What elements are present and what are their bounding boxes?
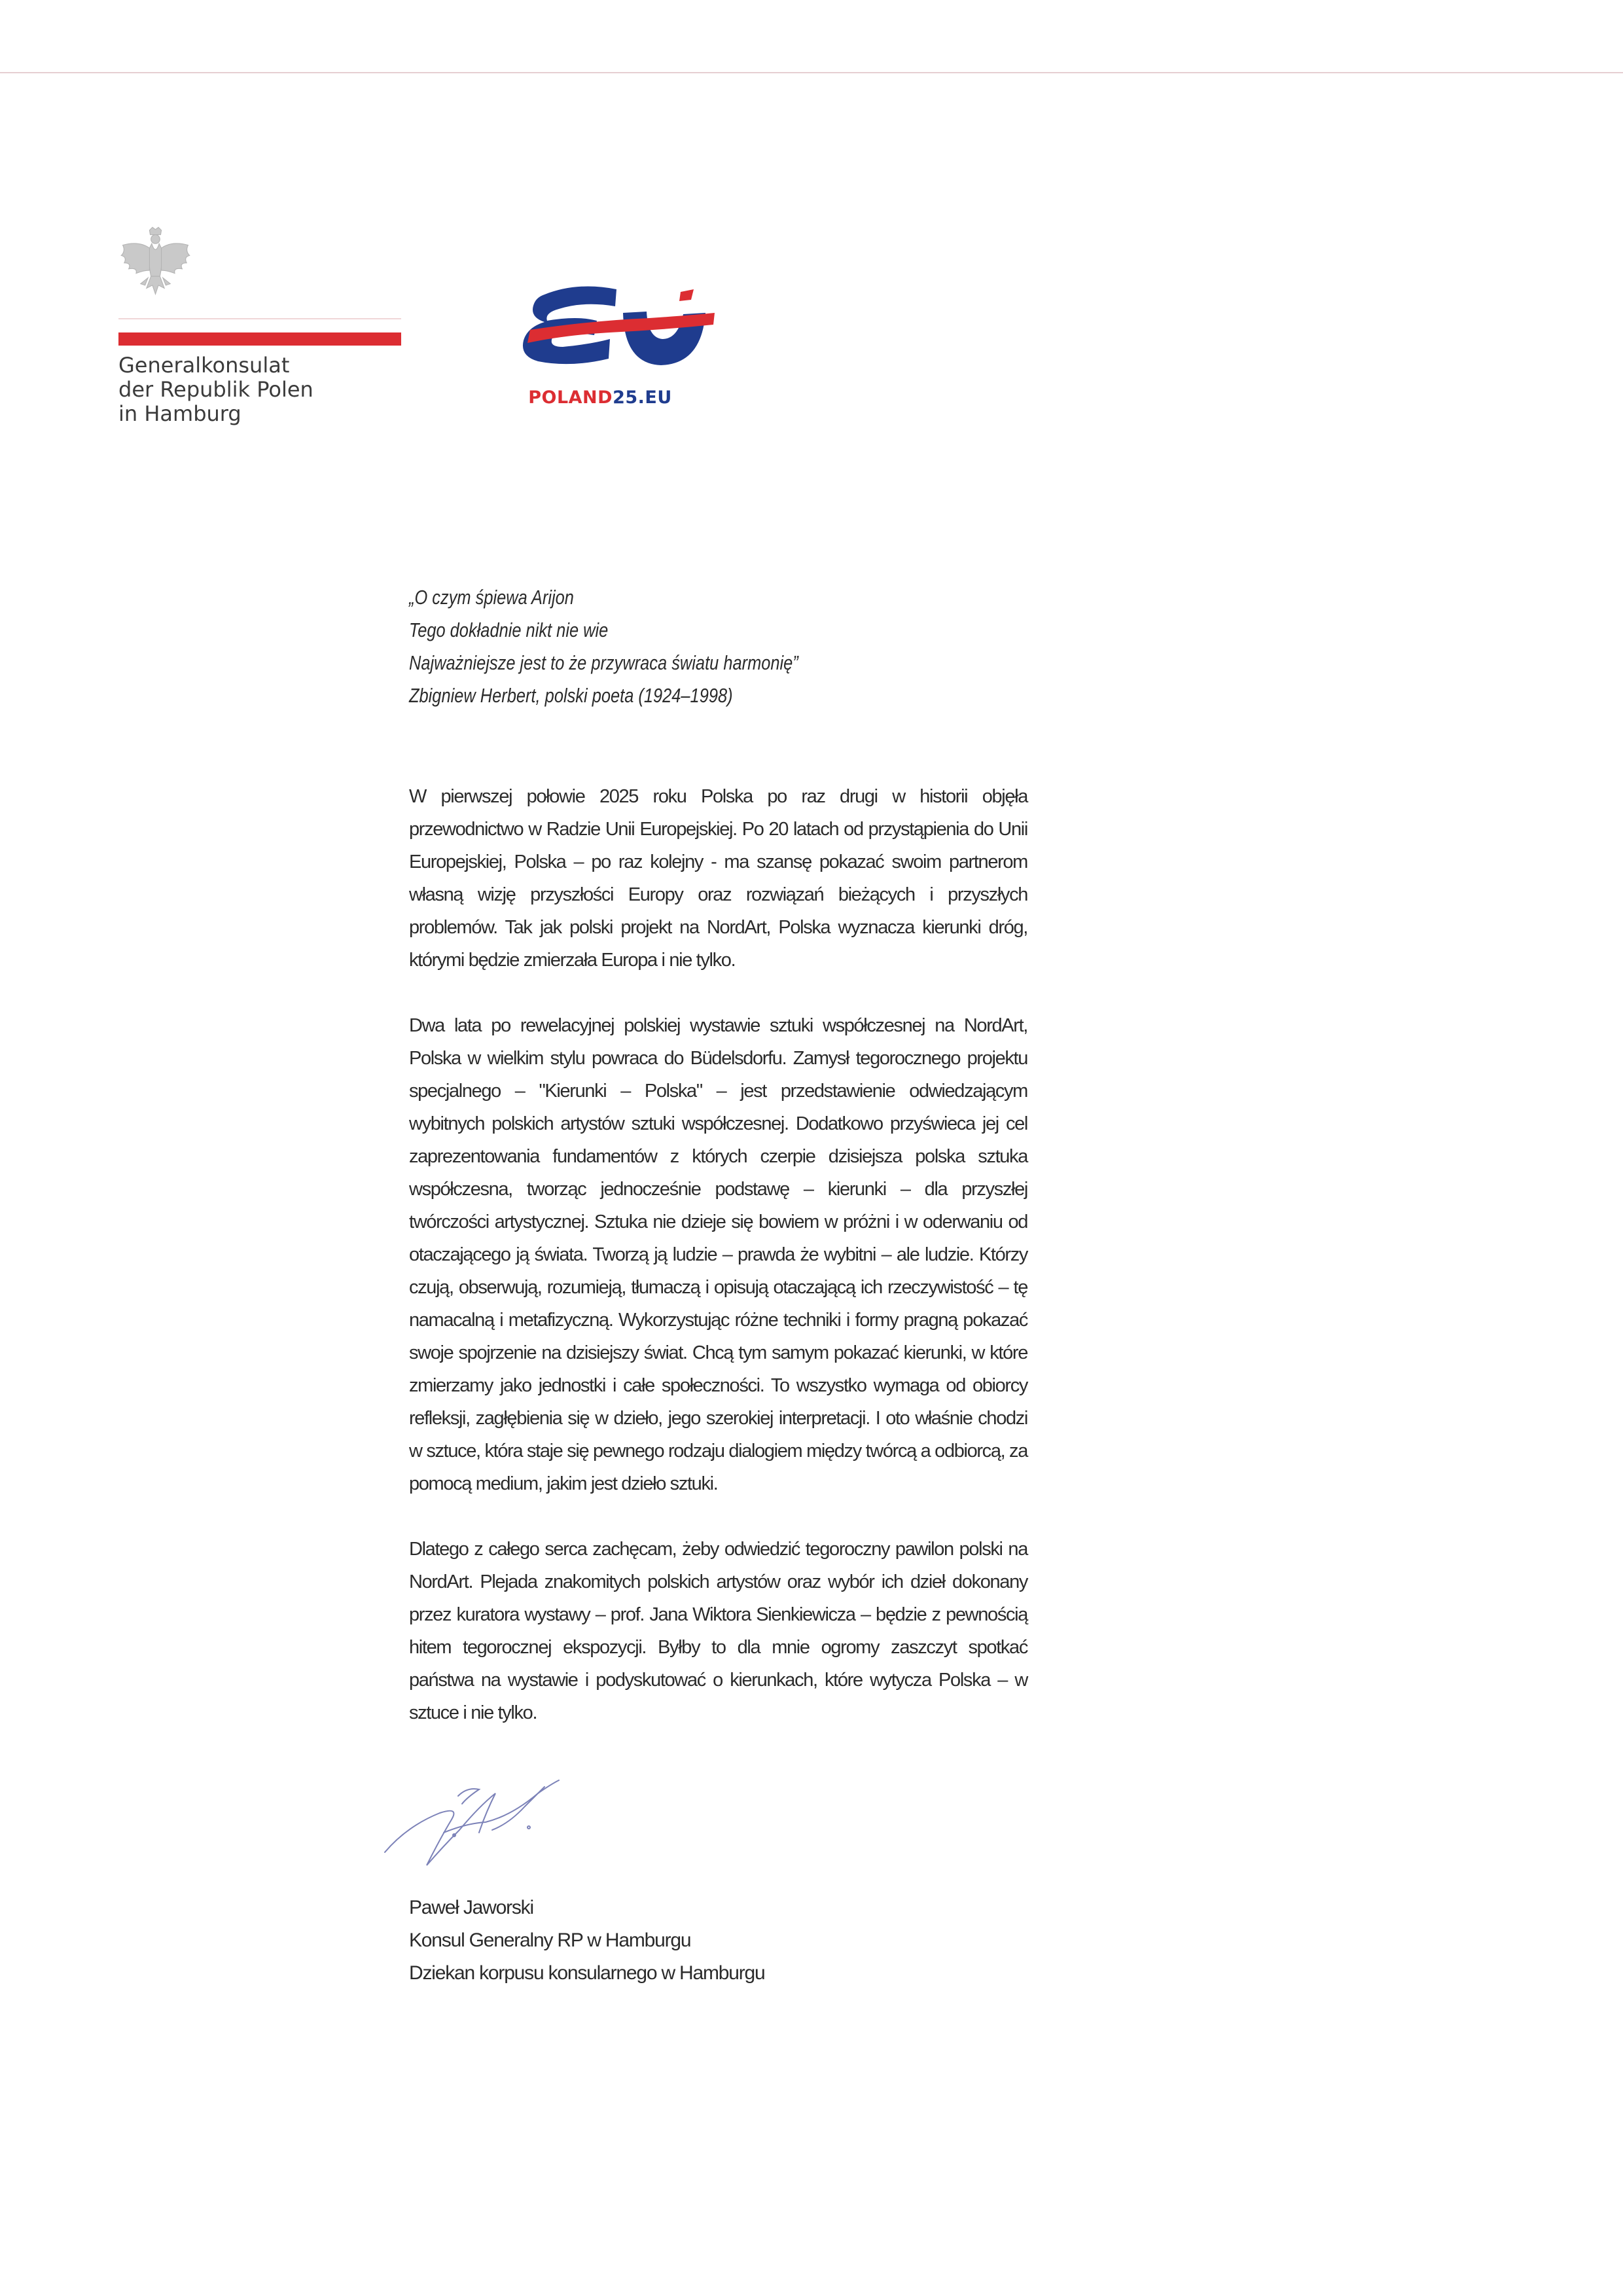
consulate-name [118,353,313,426]
signer-block [409,1892,765,1990]
poland25-eu-logo-icon [518,275,718,373]
signer-name: Paweł Jaworski [409,1897,533,1918]
poland25-eu-logo [518,275,718,408]
consulate-line: in Hamburg [118,401,241,426]
consulate-line: der Republik Polen [118,377,313,402]
quote-attribution: Zbigniew Herbert, polski poeta (1924–1998) [409,684,733,707]
poland25-eu-label: POLAND25.EU [528,387,672,408]
consulate-line: Generalkonsulat [118,353,290,378]
letter-body [409,780,1027,1762]
paragraph: Dwa lata po rewelacyjnej polskiej wystawie sztuki współczesnej na NordArt, Polska w wielkim stylu powraca do Büdelsdorfu. Zamysł tegorocznego projektu specjalnego – "Kierunki – Polska" – jest przedstawienie odwiedzającym wybitnych polskich artystów sztuki współczesnej. Dodatkowo przyświeca jej cel zaprezentowania fundamentów z których czerpie dzisiejsza polska sztuka współczesna, tworząc jednocześnie podstawę – kierunki – dla przyszłej twórczości artystycznej. Sztuka nie dzieje się bowiem w próżni i w oderwaniu od otaczającego ją świata. Tworzą ją ludzie – prawda że wybitni – ale ludzie. Którzy czują, obserwują, rozumieją, tłumaczą i opisują otaczającą ich rzeczywistość – tę namacalną i metafizyczną. Wykorzystując różne techniki i formy pragną pokazać swoje spojrzenie na dzisiejszy świat. Chcą tym samym pokazać kierunki, w które zmierzamy jako jednostki i całe społeczności. To wszystko wymaga od obiorcy refleksji, zagłębienia się w dzieło, jego szerokiej interpretacji. I oto właśnie chodzi w sztuce, która staje się pewnego rodzaju dialogiem między twórcą a odbiorcą, za pomocą medium, jakim jest dzieło sztuki. [409,1015,1027,1494]
polish-flag-bar [118,318,401,346]
top-rule [0,72,1623,73]
paragraph: W pierwszej połowie 2025 roku Polska po raz drugi w historii objęła przewodnictwo w Radzie Unii Europejskiej. Po 20 latach od przystąpienia do Unii Europejskiej, Polska – po raz kolejny - ma szansę pokazać swoim partnerom własną wizję przyszłości Europy oraz rozwiązań bieżących i przyszłych problemów. Tak jak polski projekt na NordArt, Polska wyznacza kierunki dróg, którymi będzie zmierzała Europa i nie tylko. [409,786,1027,971]
polish-eagle-icon [118,226,193,303]
quote-line: Tego dokładnie nikt nie wie [409,619,609,641]
quote-line: „O czym śpiewa Arijon [409,586,574,609]
herbert-quote [409,581,1037,712]
handwritten-signature [381,1767,590,1872]
quote-line: Najważniejsze jest to że przywraca światu harmonię” [409,651,798,674]
paragraph: Dlatego z całego serca zachęcam, żeby odwiedzić tegoroczny pawilon polski na NordArt. Plejada znakomitych polskich artystów oraz wybór ich dzieł dokonany przez kuratora wystawy – prof. Jana Wiktora Sienkiewicza – będzie z pewnością hitem tegorocznej ekspozycji. Byłby to dla mnie ogromy zaszczyt spotkać państwa na wystawie i podyskutować o kierunkach, które wytycza Polska – w sztuce i nie tylko. [409,1539,1027,1723]
signer-title: Konsul Generalny RP w Hamburgu [409,1929,691,1951]
signer-role: Dziekan korpusu konsularnego w Hamburgu [409,1962,765,1984]
